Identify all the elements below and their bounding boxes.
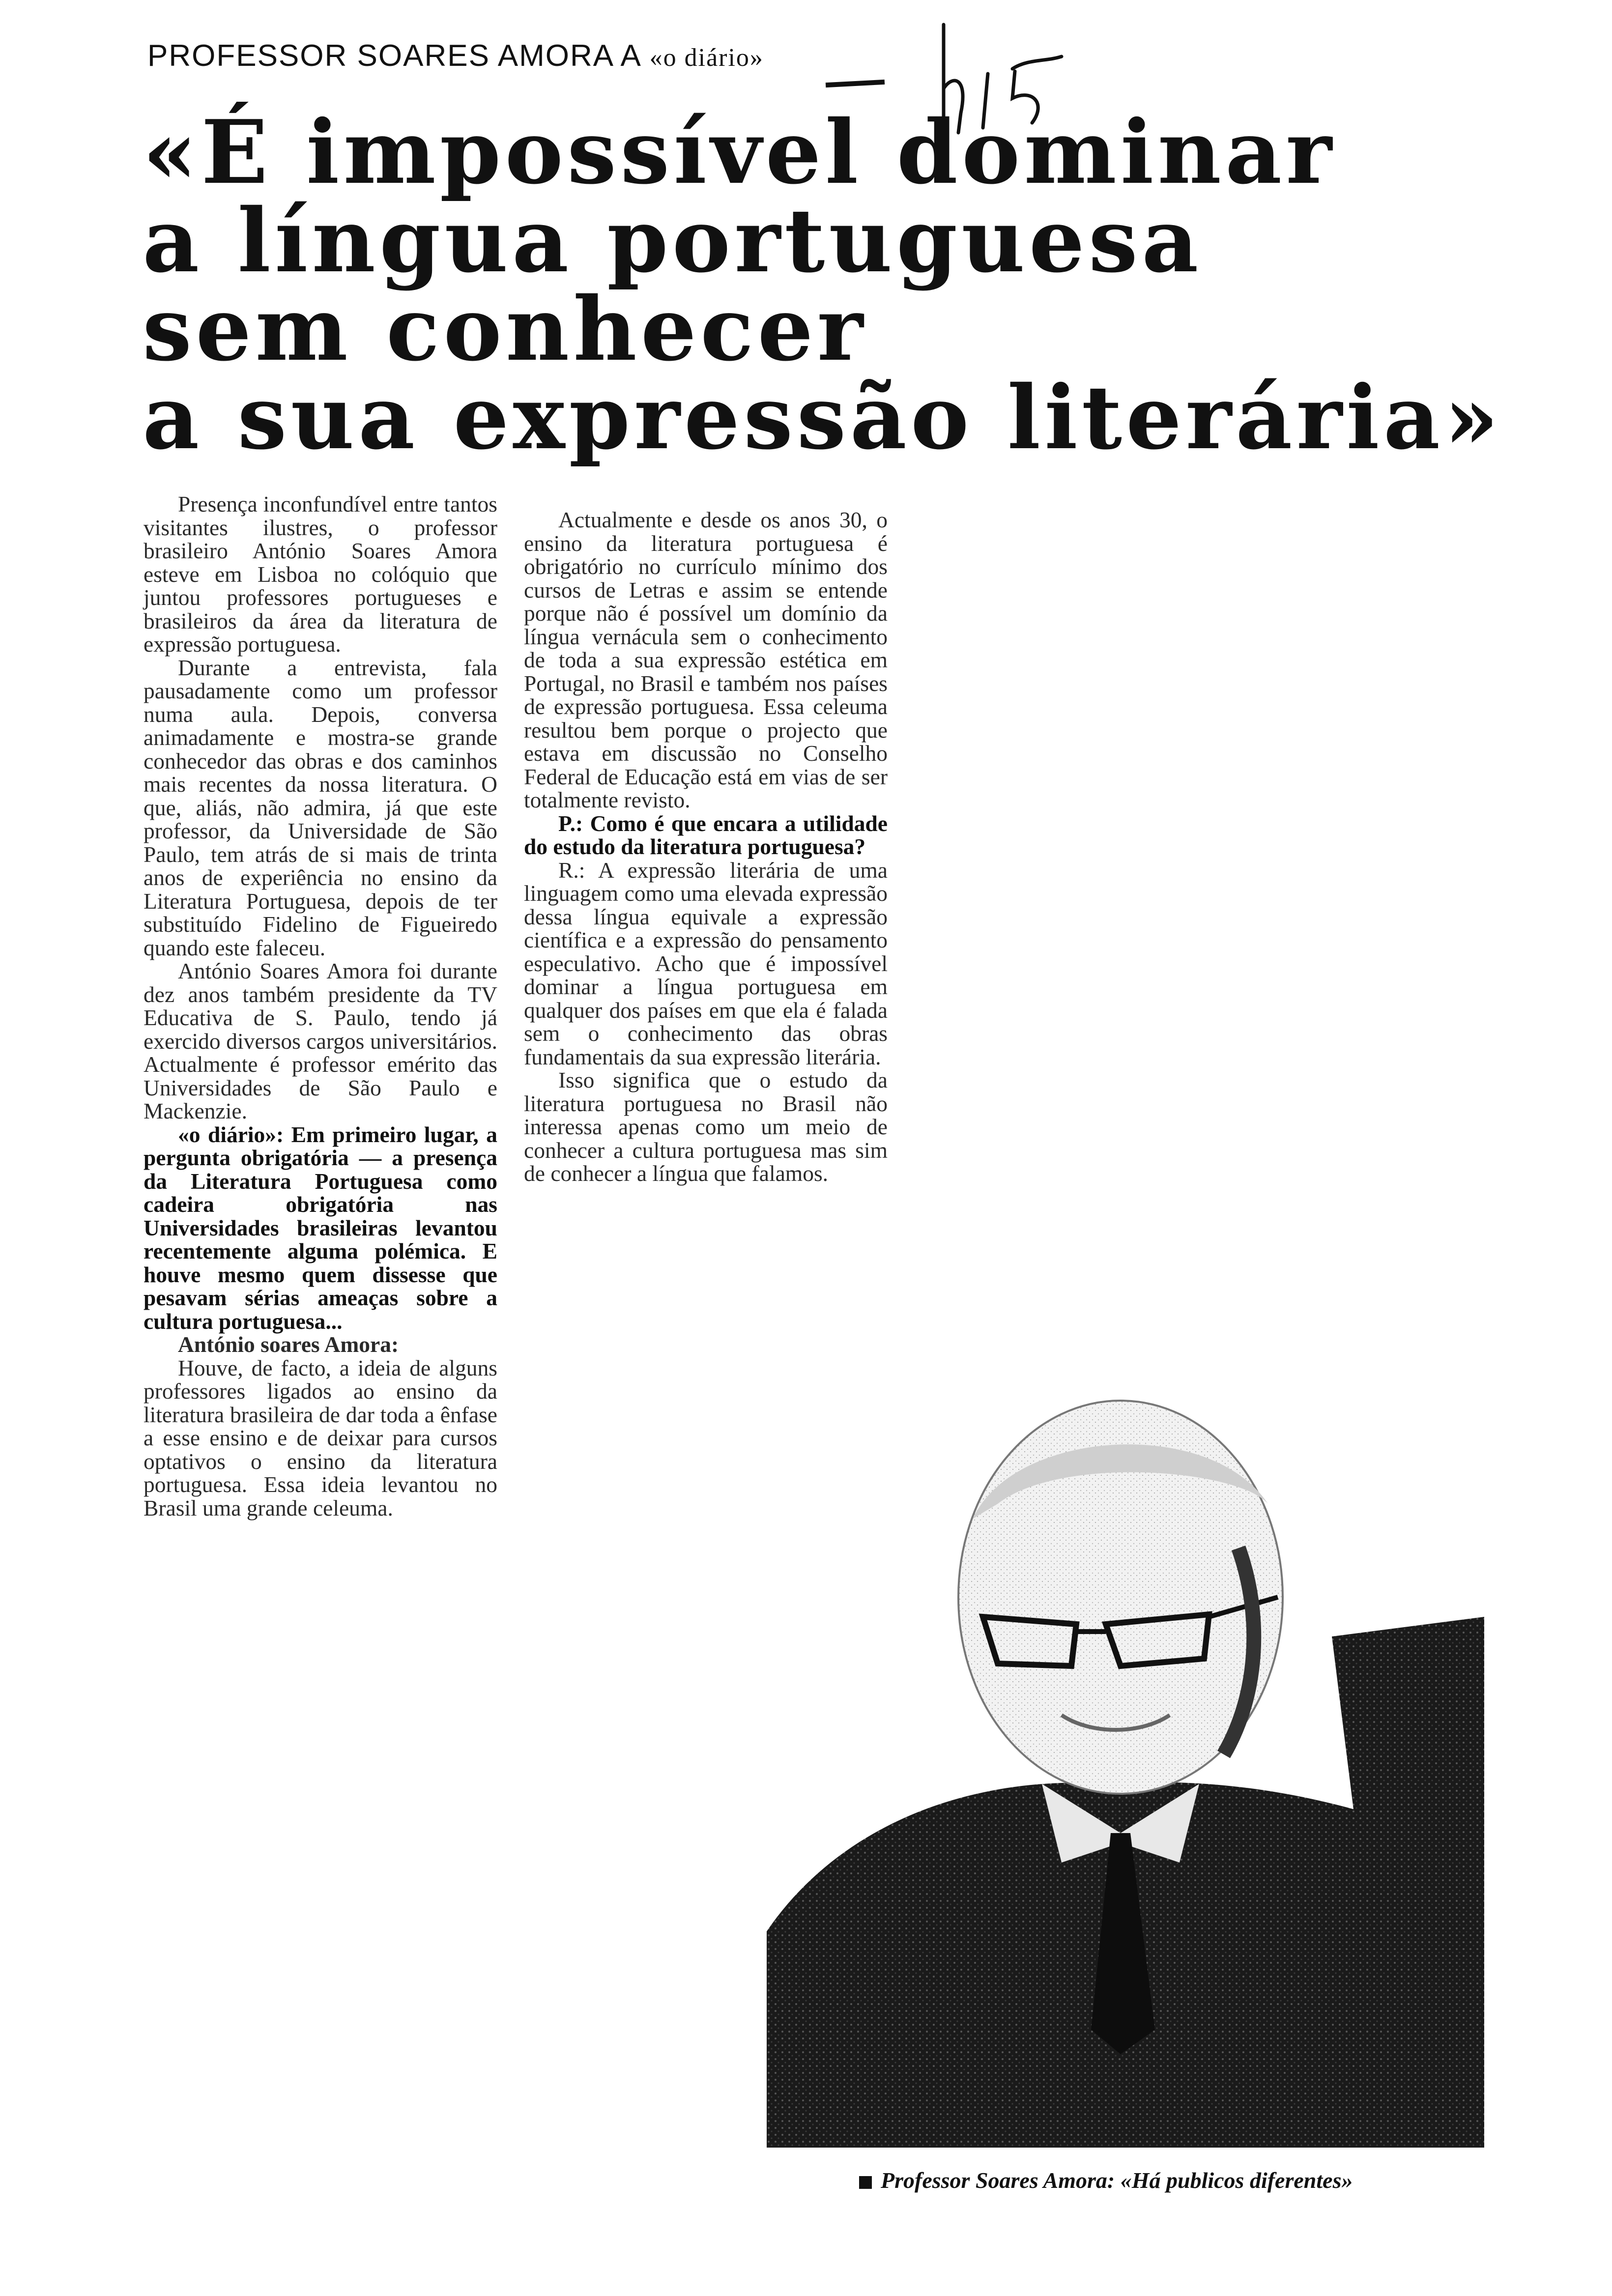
caption-text: Professor Soares Amora: «Há publicos diferentes» (881, 2168, 1353, 2193)
headline-line-4: a sua expressão literária» (143, 366, 1503, 469)
portrait-photo (767, 1342, 1484, 2148)
headline-line-1: «É impossível dominar (143, 101, 1336, 203)
headline-line-3: sem conhecer (143, 278, 867, 380)
intro-paragraph: Presença inconfundível entre tantos visitantes ilustres, o professor brasileiro António Soares Amora esteve em Lisboa no colóquio que juntou professores portugueses e brasileiros da área da literatura de expressão portuguesa. (144, 491, 497, 657)
headline-line-2: a língua portuguesa (143, 189, 1203, 292)
body-paragraph: António Soares Amora foi durante dez anos também presidente da TV Educativa de S. Paulo, tendo já exercido diversos cargos universitários. Actualmente é professor emérito das Universidades de São Paulo e Mackenzie. (144, 958, 497, 1123)
kicker-rule (826, 80, 885, 87)
article-headline (143, 101, 1503, 469)
interview-answer: R.: A expressão literária de uma linguagem como uma elevada expressão dessa língua equivale a expressão científica e a expressão do pensamento especulativo. Acho que é impossível dominar a língua portuguesa em qualquer dos países em que ela é falada sem o conhecimento das obras fundamentais da sua expressão literária. (524, 857, 888, 1069)
answer-speaker: António soares Amora: (178, 1332, 399, 1357)
interview-question: «o diário»: Em primeiro lugar, a pergunta obrigatória — a presença da Literatura Portuguesa como cadeira obrigatória nas Universidades brasileiras levantou recentemente alguma polémica. E houve mesmo quem dissesse que pesavam sérias ameaças sobre a cultura portuguesa... (144, 1121, 497, 1334)
article-column-2 (524, 508, 888, 1185)
kicker-source: «o diário» (649, 44, 764, 72)
photo-caption (859, 2167, 1400, 2193)
article-kicker (147, 38, 885, 73)
caption-bullet-icon (859, 2176, 872, 2189)
body-paragraph: Isso significa que o estudo da literatura portuguesa no Brasil não interessa apenas como um meio de conhecer a cultura portuguesa mas sim de conhecer a língua que falamos. (524, 1067, 888, 1186)
interview-answer: Houve, de facto, a ideia de alguns professores ligados ao ensino da literatura brasileira de dar toda a ênfase a esse ensino e de deixar para cursos optativos o ensino da literatura portuguesa. Essa ideia levantou no Brasil uma grande celeuma. (144, 1355, 497, 1521)
interview-question: P.: Como é que encara a utilidade do estudo da literatura portuguesa? (524, 810, 888, 859)
body-paragraph: Actualmente e desde os anos 30, o ensino da literatura portuguesa é obrigatório no currículo mínimo dos cursos de Letras e assim se entende porque não é possível um domínio da língua vernácula sem o conhecimento de toda a sua expressão estética em Portugal, no Brasil e também nos países de expressão portuguesa. Essa celeuma resultou bem porque o projecto que estava em discussão no Conselho Federal de Educação está em vias de ser totalmente revisto. (524, 507, 888, 812)
article-column-1 (144, 492, 497, 1520)
body-paragraph: Durante a entrevista, fala pausadamente como um professor numa aula. Depois, conversa animadamente e mostra-se grande conhecedor das obras e dos caminhos mais recentes da nossa literatura. O que, aliás, não admira, já que este professor, da Universidade de São Paulo, tem atrás de si mais de trinta anos de experiência no ensino da Literatura Portuguesa, depois de ter substituído Fidelino de Figueiredo quando este faleceu. (144, 655, 497, 960)
kicker-text: PROFESSOR SOARES AMORA A (147, 39, 640, 73)
portrait-image (767, 1342, 1484, 2148)
